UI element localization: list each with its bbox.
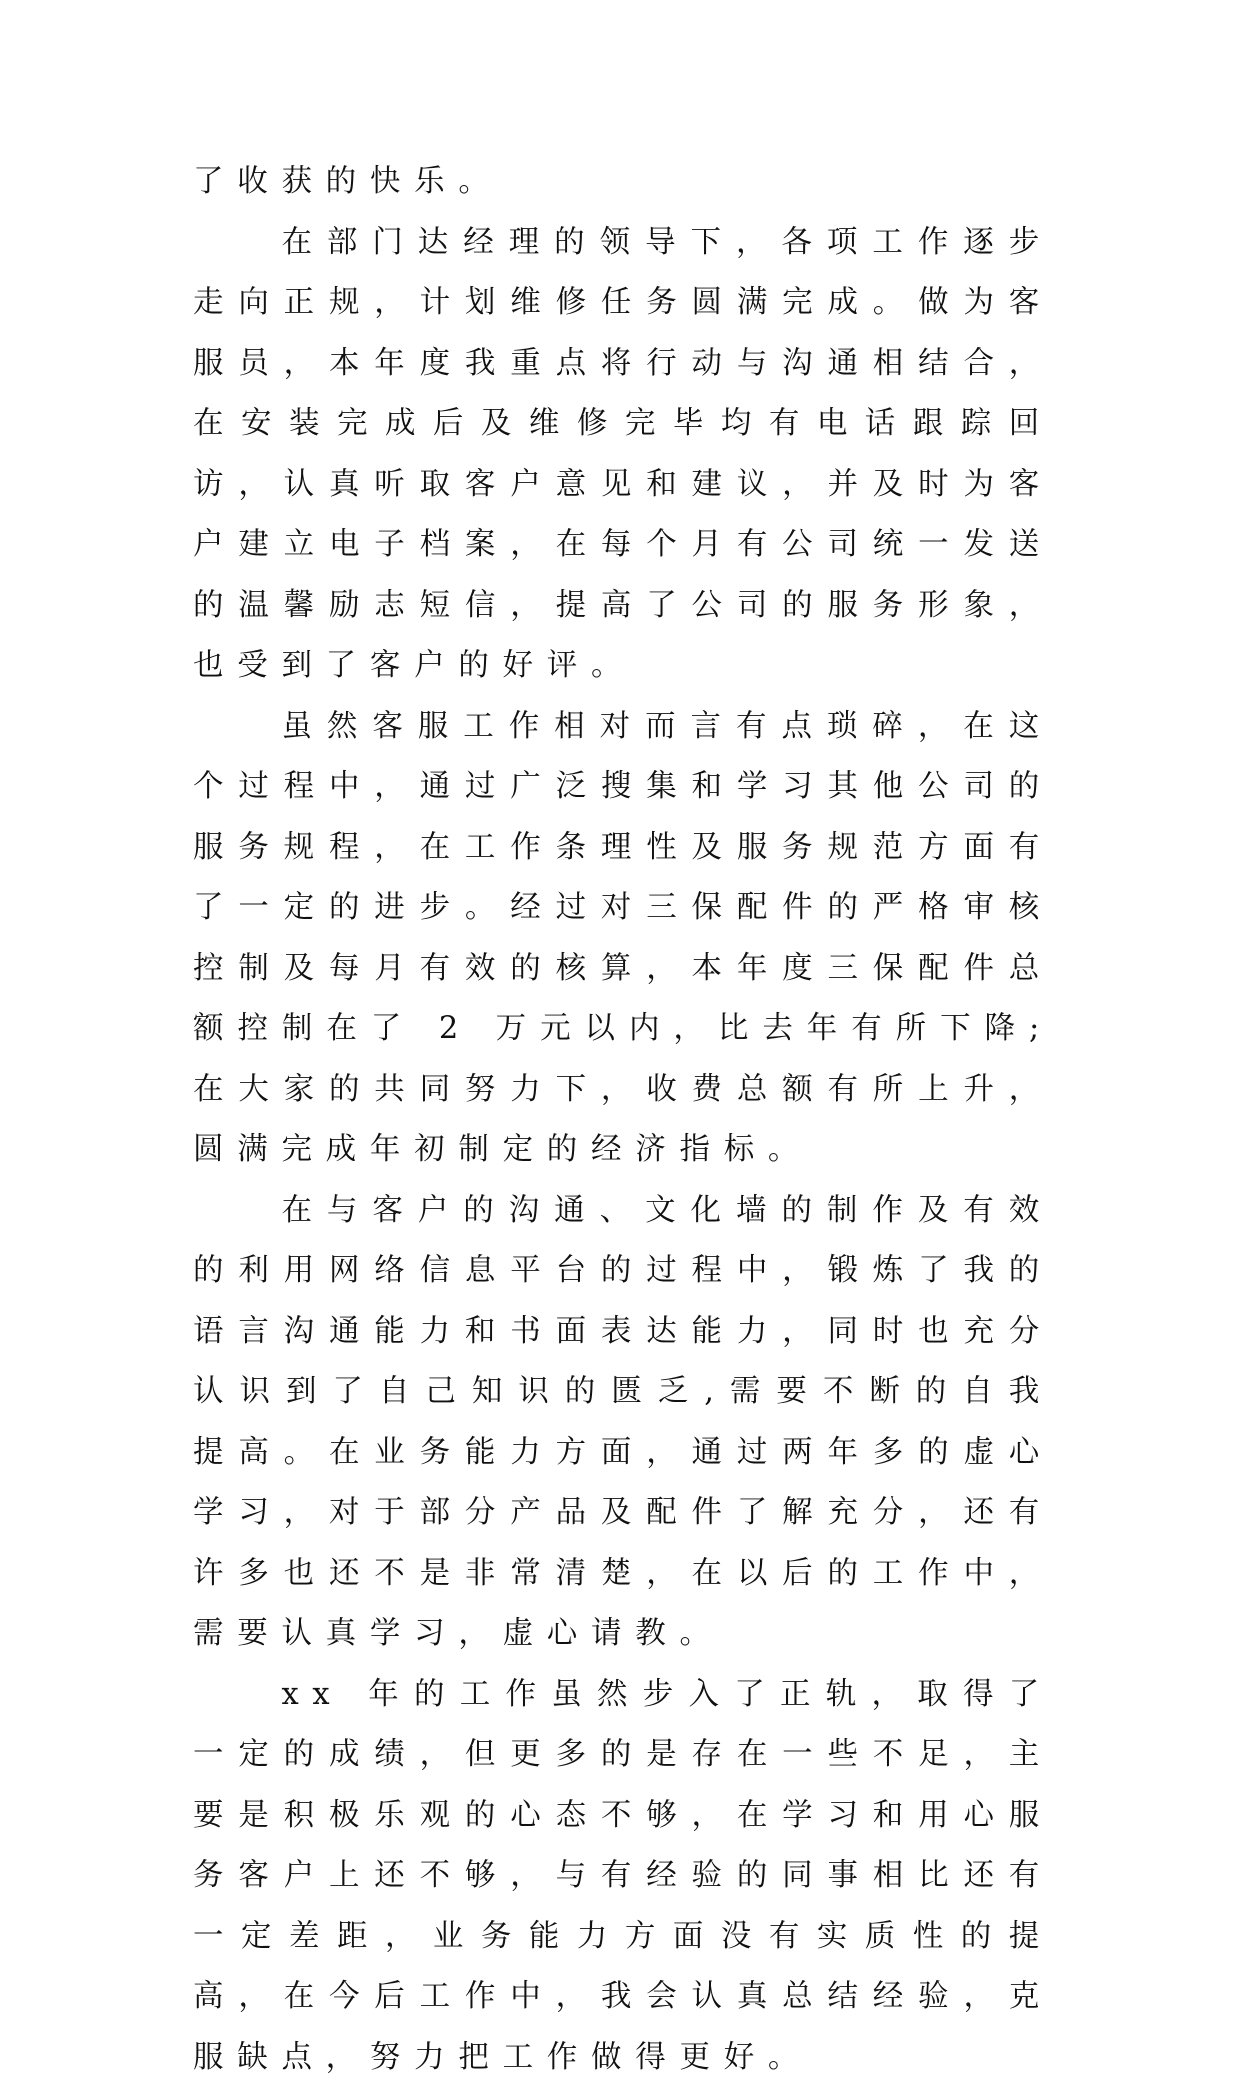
paragraph-service-standards: 虽然客服工作相对而言有点琐碎，在这个过程中，通过广泛搜集和学习其他公司的服务规程，在工作条理性及服务规范方面有了一定的进步。经过对三保配件的严格审核控制及每月有效的核算，本年度三保配件总额控制在了 2 万元以内，比去年有所下降;在大家的共同努力下，收费总额有所上升，圆满完成年初制定的经济指标。: [193, 697, 1053, 1181]
paragraph-shortcomings: xx 年的工作虽然步入了正轨，取得了一定的成绩，但更多的是存在一些不足，主要是积极乐观的心态不够，在学习和用心服务客户上还不够，与有经验的同事相比还有一定差距，业务能力方面没有实质性的提高，在今后工作中，我会认真总结经验，克服缺点，努力把工作做得更好。: [193, 1665, 1053, 2088]
paragraph-continuation: 了收获的快乐。: [193, 152, 1053, 213]
document-body: [193, 152, 1053, 2088]
paragraph-service-work: 在部门达经理的领导下，各项工作逐步走向正规，计划维修任务圆满完成。做为客服员，本年度我重点将行动与沟通相结合，在安装完成后及维修完毕均有电话跟踪回访，认真听取客户意见和建议，并及时为客户建立电子档案，在每个月有公司统一发送的温馨励志短信，提高了公司的服务形象，也受到了客户的好评。: [193, 213, 1053, 697]
paragraph-communication-skills: 在与客户的沟通、文化墙的制作及有效的利用网络信息平台的过程中，锻炼了我的语言沟通能力和书面表达能力，同时也充分认识到了自己知识的匮乏,需要不断的自我提高。在业务能力方面，通过两年多的虚心学习，对于部分产品及配件了解充分，还有许多也还不是非常清楚，在以后的工作中，需要认真学习，虚心请教。: [193, 1181, 1053, 1665]
